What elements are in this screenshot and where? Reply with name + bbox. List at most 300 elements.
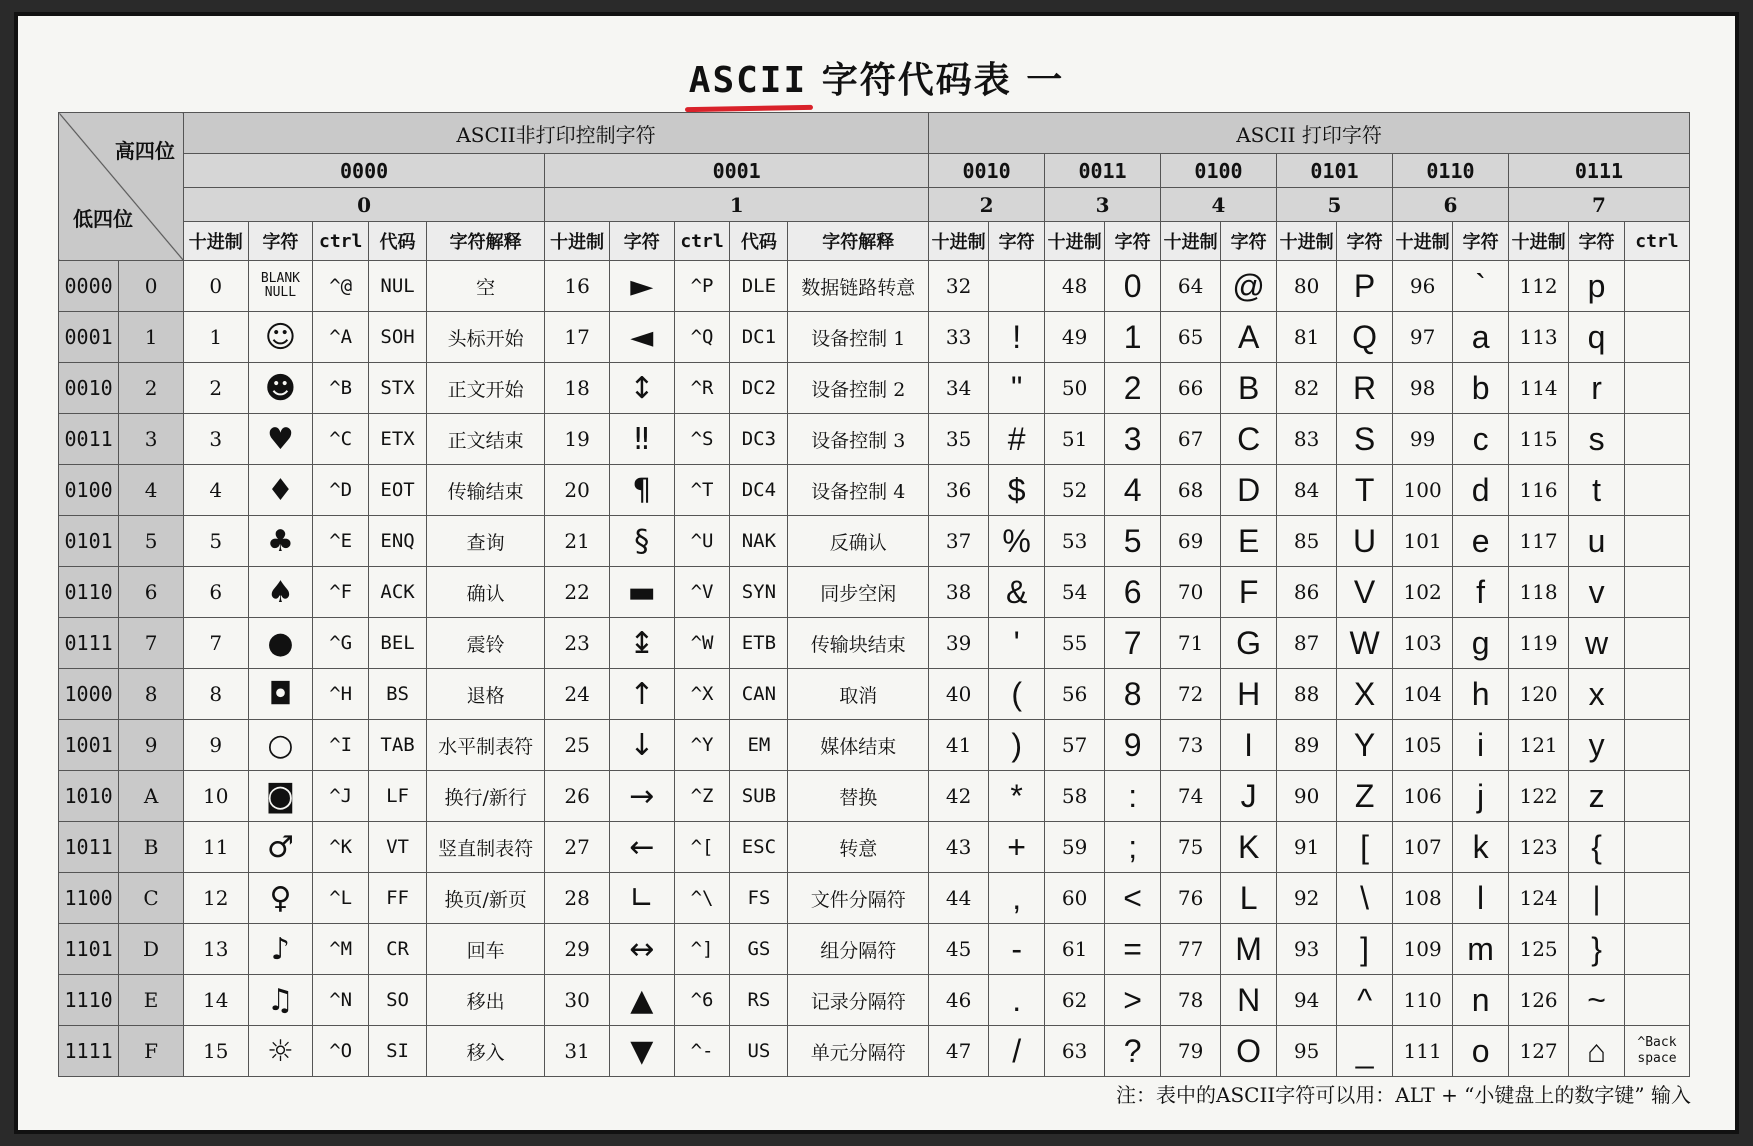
control-symbol: ♂ (248, 822, 313, 873)
control-code: ETB (730, 618, 788, 669)
printable-dec: 60 (1045, 873, 1105, 924)
row-low-hex: B (119, 822, 184, 873)
printable-dec: 95 (1277, 1026, 1337, 1077)
table-row (59, 669, 1690, 720)
control-description: 确认 (427, 567, 545, 618)
control-symbol: ◄ (609, 312, 674, 363)
control-code: SO (369, 975, 427, 1026)
printable-char: / (989, 1026, 1045, 1077)
printable-dec: 121 (1508, 720, 1568, 771)
printable-dec: 46 (929, 975, 989, 1026)
row-low-bits: 1001 (59, 720, 119, 771)
printable-dec: 110 (1392, 975, 1452, 1026)
control-symbol: ↓ (609, 720, 674, 771)
section-control-title: ASCII非打印控制字符 (183, 113, 928, 154)
control-code: CAN (730, 669, 788, 720)
empty-ctrl-cell (1624, 414, 1689, 465)
control-ctrl-key: ^P (674, 261, 730, 312)
row-low-hex: 1 (119, 312, 184, 363)
control-ctrl-key: ^6 (674, 975, 730, 1026)
printable-char: w (1569, 618, 1625, 669)
control-description: 竖直制表符 (427, 822, 545, 873)
col-label-char: 字符 (1453, 222, 1509, 261)
printable-dec: 81 (1277, 312, 1337, 363)
control-ctrl-key: ^J (313, 771, 369, 822)
printable-dec: 88 (1277, 669, 1337, 720)
high-hex-0: 0 (183, 188, 544, 222)
printable-char: 5 (1105, 516, 1161, 567)
control-dec: 17 (545, 312, 610, 363)
control-description: 退格 (427, 669, 545, 720)
control-symbol: ● (248, 618, 313, 669)
ascii-table-sheet (14, 12, 1739, 1134)
printable-dec: 90 (1277, 771, 1337, 822)
row-low-hex: 6 (119, 567, 184, 618)
printable-dec: 52 (1045, 465, 1105, 516)
high-hex-2: 2 (929, 188, 1045, 222)
printable-char: * (989, 771, 1045, 822)
printable-char: r (1569, 363, 1625, 414)
row-low-bits: 1111 (59, 1026, 119, 1077)
control-code: EM (730, 720, 788, 771)
printable-char: B (1221, 363, 1277, 414)
table-row (59, 1026, 1690, 1077)
control-code: VT (369, 822, 427, 873)
printable-char: L (1221, 873, 1277, 924)
high-bits-7: 0111 (1508, 154, 1689, 188)
printable-char: D (1221, 465, 1277, 516)
printable-dec: 123 (1508, 822, 1568, 873)
empty-ctrl-cell (1624, 669, 1689, 720)
printable-char: _ (1337, 1026, 1393, 1077)
row-low-hex: 0 (119, 261, 184, 312)
printable-char: U (1337, 516, 1393, 567)
control-description: 数据链路转意 (788, 261, 929, 312)
col-label-ctrl: ctrl (313, 222, 369, 261)
high-bits-6: 0110 (1392, 154, 1508, 188)
printable-dec: 120 (1508, 669, 1568, 720)
row-low-hex: 7 (119, 618, 184, 669)
col-label-ctrl: ctrl (1624, 222, 1689, 261)
title-ascii: ASCII (688, 60, 808, 101)
printable-dec: 115 (1508, 414, 1568, 465)
control-symbol: ↔ (609, 924, 674, 975)
control-code: LF (369, 771, 427, 822)
printable-char: o (1453, 1026, 1509, 1077)
printable-dec: 116 (1508, 465, 1568, 516)
col-label-dec: 十进制 (929, 222, 989, 261)
printable-dec: 53 (1045, 516, 1105, 567)
printable-char: 4 (1105, 465, 1161, 516)
printable-char: ` (1453, 261, 1509, 312)
printable-char: { (1569, 822, 1625, 873)
printable-char: F (1221, 567, 1277, 618)
control-symbol: ◘ (248, 669, 313, 720)
row-low-hex: 5 (119, 516, 184, 567)
printable-char: & (989, 567, 1045, 618)
empty-ctrl-cell (1624, 822, 1689, 873)
printable-dec: 122 (1508, 771, 1568, 822)
printable-char: g (1453, 618, 1509, 669)
printable-dec: 93 (1277, 924, 1337, 975)
printable-dec: 108 (1392, 873, 1452, 924)
high-hex-4: 4 (1161, 188, 1277, 222)
printable-dec: 57 (1045, 720, 1105, 771)
control-dec: 22 (545, 567, 610, 618)
printable-char: } (1569, 924, 1625, 975)
printable-char: N (1221, 975, 1277, 1026)
high-bits-2: 0010 (929, 154, 1045, 188)
printable-dec: 41 (929, 720, 989, 771)
control-dec: 28 (545, 873, 610, 924)
control-symbol: BLANK NULL (248, 261, 313, 312)
empty-ctrl-cell (1624, 618, 1689, 669)
printable-dec: 35 (929, 414, 989, 465)
col-label-char: 字符 (989, 222, 1045, 261)
control-dec: 14 (183, 975, 248, 1026)
printable-dec: 101 (1392, 516, 1452, 567)
control-dec: 15 (183, 1026, 248, 1077)
control-ctrl-key: ^A (313, 312, 369, 363)
printable-dec: 75 (1161, 822, 1221, 873)
table-row (59, 618, 1690, 669)
control-symbol: ‼ (609, 414, 674, 465)
high-bits-3: 0011 (1045, 154, 1161, 188)
printable-char: 0 (1105, 261, 1161, 312)
printable-char: q (1569, 312, 1625, 363)
control-description: 移入 (427, 1026, 545, 1077)
table-row (59, 567, 1690, 618)
control-ctrl-key: ^[ (674, 822, 730, 873)
control-description: 媒体结束 (788, 720, 929, 771)
printable-char: # (989, 414, 1045, 465)
printable-dec: 127 (1508, 1026, 1568, 1077)
control-symbol: ♪ (248, 924, 313, 975)
printable-dec: 59 (1045, 822, 1105, 873)
printable-dec: 61 (1045, 924, 1105, 975)
control-symbol: → (609, 771, 674, 822)
printable-char: 9 (1105, 720, 1161, 771)
printable-dec: 112 (1508, 261, 1568, 312)
col-label-dec: 十进制 (1392, 222, 1452, 261)
printable-char: Q (1337, 312, 1393, 363)
printable-char: e (1453, 516, 1509, 567)
control-dec: 1 (183, 312, 248, 363)
control-symbol: ¶ (609, 465, 674, 516)
table-row (59, 516, 1690, 567)
col-label-char: 字符 (1569, 222, 1625, 261)
printable-dec: 91 (1277, 822, 1337, 873)
printable-char: S (1337, 414, 1393, 465)
printable-char: @ (1221, 261, 1277, 312)
control-description: 头标开始 (427, 312, 545, 363)
printable-dec: 102 (1392, 567, 1452, 618)
printable-char: K (1221, 822, 1277, 873)
table-row (59, 363, 1690, 414)
printable-dec: 47 (929, 1026, 989, 1077)
control-ctrl-key: ^U (674, 516, 730, 567)
empty-ctrl-cell (1624, 771, 1689, 822)
printable-char: u (1569, 516, 1625, 567)
printable-char: V (1337, 567, 1393, 618)
printable-char: ^ (1337, 975, 1393, 1026)
control-ctrl-key: ^S (674, 414, 730, 465)
control-symbol: ☼ (248, 1026, 313, 1077)
printable-dec: 80 (1277, 261, 1337, 312)
control-description: 空 (427, 261, 545, 312)
printable-char: O (1221, 1026, 1277, 1077)
table-row (59, 465, 1690, 516)
printable-char: R (1337, 363, 1393, 414)
printable-char: C (1221, 414, 1277, 465)
col-label-char: 字符 (609, 222, 674, 261)
row-low-bits: 0010 (59, 363, 119, 414)
printable-char: - (989, 924, 1045, 975)
control-code: NAK (730, 516, 788, 567)
printable-char: | (1569, 873, 1625, 924)
printable-char: < (1105, 873, 1161, 924)
control-symbol: ▼ (609, 1026, 674, 1077)
high-bits-1: 0001 (545, 154, 929, 188)
printable-dec: 51 (1045, 414, 1105, 465)
printable-dec: 44 (929, 873, 989, 924)
col-label-char: 字符 (1221, 222, 1277, 261)
control-description: 替换 (788, 771, 929, 822)
control-code: FS (730, 873, 788, 924)
row-low-bits: 1101 (59, 924, 119, 975)
printable-dec: 89 (1277, 720, 1337, 771)
control-code: ACK (369, 567, 427, 618)
high-hex-7: 7 (1508, 188, 1689, 222)
table-row (59, 312, 1690, 363)
printable-char: , (989, 873, 1045, 924)
control-dec: 4 (183, 465, 248, 516)
printable-char: p (1569, 261, 1625, 312)
control-symbol: ○ (248, 720, 313, 771)
col-label-dec: 十进制 (545, 222, 610, 261)
printable-dec: 84 (1277, 465, 1337, 516)
control-dec: 16 (545, 261, 610, 312)
control-description: 回车 (427, 924, 545, 975)
printable-char: H (1221, 669, 1277, 720)
control-ctrl-key: ^Z (674, 771, 730, 822)
control-ctrl-key: ^I (313, 720, 369, 771)
printable-dec: 63 (1045, 1026, 1105, 1077)
printable-dec: 69 (1161, 516, 1221, 567)
printable-dec: 83 (1277, 414, 1337, 465)
high-bits-5: 0101 (1277, 154, 1393, 188)
high-hex-1: 1 (545, 188, 929, 222)
printable-dec: 33 (929, 312, 989, 363)
corner-high-label: 高四位 (114, 139, 175, 163)
printable-dec: 107 (1392, 822, 1452, 873)
printable-char: W (1337, 618, 1393, 669)
row-low-bits: 0000 (59, 261, 119, 312)
printable-char: I (1221, 720, 1277, 771)
printable-char: " (989, 363, 1045, 414)
control-symbol: ↨ (609, 618, 674, 669)
printable-dec: 94 (1277, 975, 1337, 1026)
control-symbol: ♥ (248, 414, 313, 465)
control-code: SI (369, 1026, 427, 1077)
table-row (59, 924, 1690, 975)
printable-dec: 118 (1508, 567, 1568, 618)
control-description: 传输块结束 (788, 618, 929, 669)
control-symbol: ♣ (248, 516, 313, 567)
row-low-bits: 1000 (59, 669, 119, 720)
printable-char: 6 (1105, 567, 1161, 618)
printable-char: \ (1337, 873, 1393, 924)
control-ctrl-key: ^Y (674, 720, 730, 771)
control-ctrl-key: ^M (313, 924, 369, 975)
empty-ctrl-cell (1624, 312, 1689, 363)
row-low-bits: 0110 (59, 567, 119, 618)
table-row (59, 873, 1690, 924)
printable-char: a (1453, 312, 1509, 363)
col-label-dec: 十进制 (1161, 222, 1221, 261)
control-dec: 6 (183, 567, 248, 618)
control-ctrl-key: ^- (674, 1026, 730, 1077)
empty-ctrl-cell (1624, 975, 1689, 1026)
control-code: RS (730, 975, 788, 1026)
table-row (59, 414, 1690, 465)
control-description: 反确认 (788, 516, 929, 567)
control-dec: 11 (183, 822, 248, 873)
row-low-bits: 0100 (59, 465, 119, 516)
empty-ctrl-cell (1624, 924, 1689, 975)
control-dec: 20 (545, 465, 610, 516)
control-code: ESC (730, 822, 788, 873)
printable-dec: 85 (1277, 516, 1337, 567)
control-ctrl-key: ^N (313, 975, 369, 1026)
printable-char: Z (1337, 771, 1393, 822)
printable-dec: 50 (1045, 363, 1105, 414)
high-hex-5: 5 (1277, 188, 1393, 222)
printable-char: ) (989, 720, 1045, 771)
printable-dec: 37 (929, 516, 989, 567)
control-dec: 26 (545, 771, 610, 822)
footnote: 注：表中的ASCII字符可以用：ALT + “小键盘上的数字键” 输入 (1116, 1083, 1691, 1107)
high-hex-6: 6 (1392, 188, 1508, 222)
printable-dec: 99 (1392, 414, 1452, 465)
printable-dec: 62 (1045, 975, 1105, 1026)
printable-dec: 48 (1045, 261, 1105, 312)
control-code: FF (369, 873, 427, 924)
control-dec: 13 (183, 924, 248, 975)
control-dec: 18 (545, 363, 610, 414)
col-label-desc: 字符解释 (788, 222, 929, 261)
printable-char: y (1569, 720, 1625, 771)
table-row (59, 771, 1690, 822)
empty-ctrl-cell (1624, 873, 1689, 924)
printable-dec: 126 (1508, 975, 1568, 1026)
printable-char: % (989, 516, 1045, 567)
printable-char: 1 (1105, 312, 1161, 363)
control-code: DLE (730, 261, 788, 312)
printable-char: E (1221, 516, 1277, 567)
printable-char: 8 (1105, 669, 1161, 720)
row-low-hex: 8 (119, 669, 184, 720)
table-row (59, 720, 1690, 771)
control-description: 设备控制 3 (788, 414, 929, 465)
control-dec: 7 (183, 618, 248, 669)
control-ctrl-key: ^\ (674, 873, 730, 924)
printable-char (989, 261, 1045, 312)
control-ctrl-key: ^R (674, 363, 730, 414)
control-code: EOT (369, 465, 427, 516)
control-code: DC2 (730, 363, 788, 414)
control-ctrl-key: ^E (313, 516, 369, 567)
empty-ctrl-cell (1624, 261, 1689, 312)
row-low-bits: 0001 (59, 312, 119, 363)
table-row (59, 822, 1690, 873)
control-description: 正文结束 (427, 414, 545, 465)
printable-dec: 39 (929, 618, 989, 669)
control-code: SOH (369, 312, 427, 363)
printable-dec: 49 (1045, 312, 1105, 363)
control-dec: 10 (183, 771, 248, 822)
printable-char: ⌂ (1569, 1026, 1625, 1077)
control-ctrl-key: ^] (674, 924, 730, 975)
printable-char: m (1453, 924, 1509, 975)
control-description: 设备控制 2 (788, 363, 929, 414)
printable-dec: 56 (1045, 669, 1105, 720)
printable-dec: 119 (1508, 618, 1568, 669)
col-label-dec: 十进制 (1045, 222, 1105, 261)
row-low-bits: 1100 (59, 873, 119, 924)
control-ctrl-key: ^X (674, 669, 730, 720)
printable-dec: 54 (1045, 567, 1105, 618)
control-dec: 0 (183, 261, 248, 312)
control-symbol: ☻ (248, 363, 313, 414)
control-description: 单元分隔符 (788, 1026, 929, 1077)
control-code: ENQ (369, 516, 427, 567)
printable-dec: 66 (1161, 363, 1221, 414)
printable-char: k (1453, 822, 1509, 873)
control-description: 传输结束 (427, 465, 545, 516)
control-symbol: ♦ (248, 465, 313, 516)
high-hex-3: 3 (1045, 188, 1161, 222)
control-description: 取消 (788, 669, 929, 720)
empty-ctrl-cell (1624, 516, 1689, 567)
printable-dec: 73 (1161, 720, 1221, 771)
printable-char: ! (989, 312, 1045, 363)
control-ctrl-key: ^F (313, 567, 369, 618)
control-dec: 5 (183, 516, 248, 567)
control-description: 移出 (427, 975, 545, 1026)
printable-dec: 87 (1277, 618, 1337, 669)
printable-char: ( (989, 669, 1045, 720)
control-symbol: ♫ (248, 975, 313, 1026)
printable-char: . (989, 975, 1045, 1026)
printable-dec: 113 (1508, 312, 1568, 363)
row-low-hex: 2 (119, 363, 184, 414)
control-dec: 23 (545, 618, 610, 669)
row-low-bits: 1011 (59, 822, 119, 873)
printable-char: l (1453, 873, 1509, 924)
control-symbol: ♠ (248, 567, 313, 618)
printable-dec: 71 (1161, 618, 1221, 669)
control-dec: 27 (545, 822, 610, 873)
control-symbol: § (609, 516, 674, 567)
printable-dec: 125 (1508, 924, 1568, 975)
printable-dec: 74 (1161, 771, 1221, 822)
control-code: GS (730, 924, 788, 975)
control-code: DC1 (730, 312, 788, 363)
printable-char: t (1569, 465, 1625, 516)
control-dec: 21 (545, 516, 610, 567)
printable-dec: 117 (1508, 516, 1568, 567)
